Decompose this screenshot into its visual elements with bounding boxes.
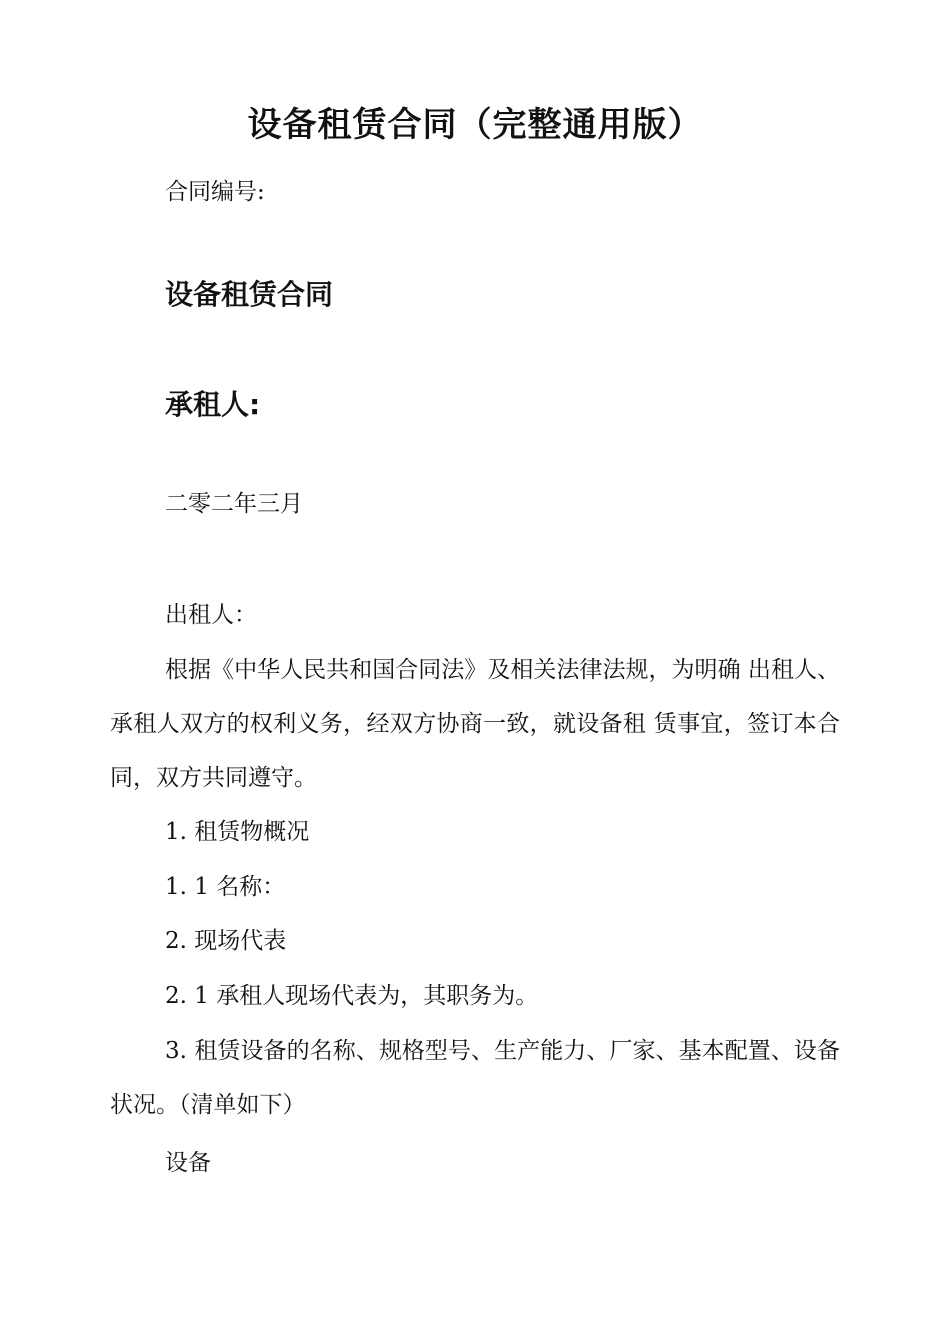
contract-number-label: 合同编号: [165,179,265,205]
section-1-heading: 1. 租赁物概况 [165,819,310,845]
equipment-label: 设备 [165,1150,211,1176]
section-3-paragraph: 3. 租赁设备的名称、规格型号、生产能力、厂家、基本配置、设备状况。（清单如下） [110,1038,840,1118]
contract-date: 二零二年三月 [165,491,303,517]
lessee-label: 承租人: [165,388,261,421]
section-2-1: 2. 1 承租人现场代表为，其职务为。 [165,983,539,1009]
contract-subtitle: 设备租赁合同 [165,278,334,311]
section-2-heading: 2. 现场代表 [165,928,287,954]
preamble-paragraph: 根据《中华人民共和国合同法》及相关法律法规，为明确 出租人、承租人双方的权利义务，经双方协商一致，就设备租 赁事宜，签订本合同，双方共同遵守。 [110,657,840,791]
lessor-label: 出租人： [165,602,257,628]
section-1-1: 1. 1 名称： [165,874,286,900]
document-title: 设备租赁合同（完整通用版） [247,105,703,145]
